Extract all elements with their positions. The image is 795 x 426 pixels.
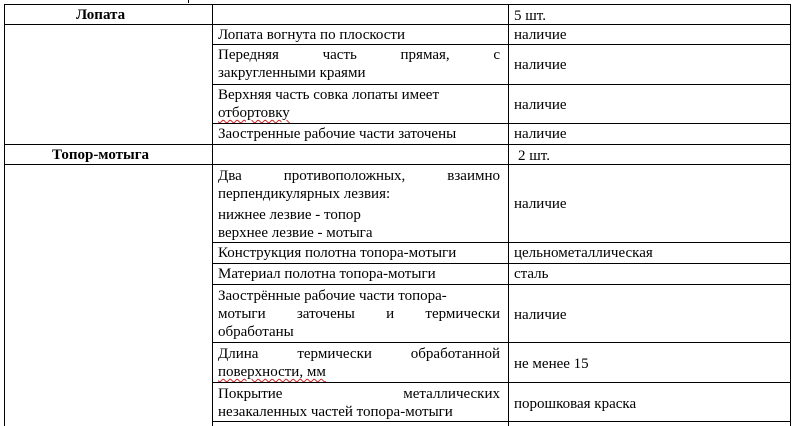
rule-topor-row-4 — [212, 342, 791, 343]
spec-topor-4-value: наличие — [514, 307, 567, 323]
spec-topor-4-line-2: мотыги заточены и термически — [218, 306, 500, 322]
spec-topor-6-line-2: незакаленных частей топора-мотыги — [218, 404, 453, 420]
border-left — [4, 4, 5, 426]
rule-lopata-row-2 — [212, 84, 791, 85]
spec-topor-5-line-1: Длина термически обработанной — [218, 346, 500, 362]
spec-topor-5-line-2: поверхности, мм — [218, 364, 326, 380]
spec-topor-3-value: сталь — [514, 266, 549, 282]
rule-under-topor-header — [4, 164, 791, 165]
spec-lopata-1-line-1: Лопата вогнута по плоскости — [218, 27, 406, 43]
spec-topor-4-line-1: Заострённые рабочие части топора- — [218, 288, 447, 304]
section-qty-topor-motyga: 2 шт. — [518, 148, 550, 164]
spec-topor-6-line-1: Покрытие металлических — [218, 386, 500, 402]
border-right — [790, 4, 791, 426]
rule-lopata-row-1 — [212, 44, 791, 45]
spec-topor-1-line-2: перпендикулярных лезвия: — [218, 186, 391, 202]
column-divider-2 — [508, 4, 509, 426]
rule-lopata-row-3 — [212, 123, 791, 124]
spec-topor-3-line-1: Материал полотна топора-мотыги — [218, 266, 436, 282]
column-divider-1 — [212, 4, 213, 426]
rule-topor-row-5 — [212, 382, 791, 383]
rule-topor-row-3 — [212, 284, 791, 285]
spec-lopata-1-value: наличие — [514, 27, 567, 43]
spec-lopata-3-line-1: Верхняя часть совка лопаты имеет — [218, 87, 440, 103]
prev-row-stub-line — [188, 0, 189, 3]
rule-under-lopata-header — [4, 24, 791, 25]
spec-topor-1-line-3: нижнее лезвие - топор — [218, 207, 361, 223]
spec-topor-1-value: наличие — [514, 196, 567, 212]
rule-top — [4, 4, 791, 5]
spec-topor-6-value: порошковая краска — [514, 396, 637, 412]
spec-lopata-4-value: наличие — [514, 126, 567, 142]
spec-lopata-2-line-1: Передняя часть прямая, с — [218, 47, 500, 63]
spec-topor-1-line-1: Два противоположных, взаимно — [218, 168, 500, 184]
spec-lopata-3-line-2: отбортовку — [218, 105, 290, 121]
spec-topor-4-line-3: обработаны — [218, 324, 294, 340]
spec-topor-2-line-1: Конструкция полотна топора-мотыги — [218, 245, 457, 261]
rule-topor-row-1 — [212, 242, 791, 243]
spec-topor-2-value: цельнометаллическая — [514, 245, 653, 261]
spec-lopata-3-value: наличие — [514, 97, 567, 113]
spec-topor-5-value: не менее 15 — [514, 356, 589, 372]
section-name-lopata: Лопата — [76, 7, 126, 23]
spec-lopata-4-line-1: Заостренные рабочие части заточены — [218, 126, 457, 142]
section-name-topor-motyga: Топор-мотыга — [52, 147, 150, 163]
section-qty-lopata: 5 шт. — [514, 8, 546, 24]
rule-above-topor-header — [4, 144, 791, 145]
rule-topor-row-6 — [212, 421, 791, 422]
spec-topor-1-line-4: верхнее лезвие - мотыга — [218, 225, 373, 241]
spec-lopata-2-line-2: закругленными краями — [218, 65, 366, 81]
rule-topor-row-2 — [212, 263, 791, 264]
spec-lopata-2-value: наличие — [514, 57, 567, 73]
